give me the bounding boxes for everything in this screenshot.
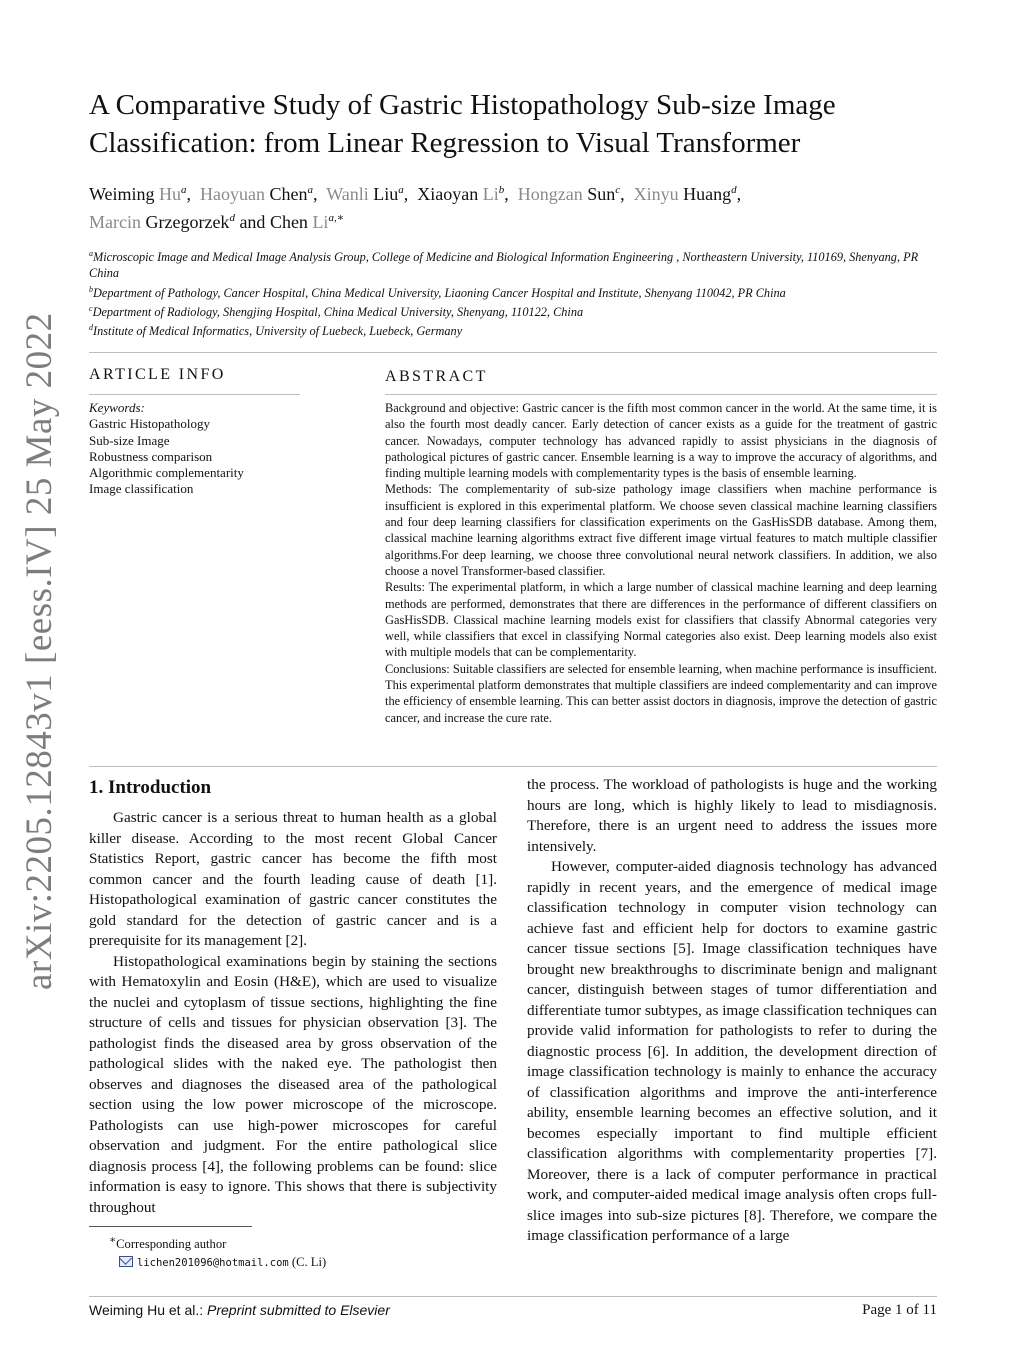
author-connector: and bbox=[239, 212, 266, 232]
body-paragraph: the process. The workload of pathologists is huge and the working hours are long, which is highly likely to lead to misdiagnosis. Therefore, there is an urgent need to address the issues more intensively. bbox=[527, 776, 937, 855]
footer-venue: Preprint submitted to Elsevier bbox=[207, 1302, 390, 1318]
author[interactable]: Hongzan Sun$^c$ bbox=[517, 184, 621, 204]
arxiv-watermark: arXiv:2205.12843v1 [eess.IV] 25 May 2022 bbox=[19, 312, 60, 990]
author[interactable]: Wanli Liu$^a$ bbox=[326, 184, 404, 204]
author[interactable]: Xinyu Huang$^d$ bbox=[633, 184, 737, 204]
footer-authors: Weiming Hu et al.: bbox=[89, 1302, 204, 1318]
affiliation: $^c$Department of Radiology, Shengjing Hospital, China Medical University, Shenyang, 110122, China bbox=[89, 304, 584, 320]
affiliation: $^b$Department of Pathology, Cancer Hospital, China Medical University, Liaoning Cancer Hospital and Institute, Shenyang 110042, PR China bbox=[89, 285, 786, 301]
body-paragraph: Histopathological examinations begin by staining the sections with Hematoxylin and Eosin (H&E), which are used to visualize the nuclei and cytoplasm of tissue sections, highlighting the fine structure of cells and tissues for physician observation [3]. The pathologist finds the diseased area by gross observation of the pathological slides with the naked eye. The pathologist then observes and diagnoses the diseased area of the pathological section using the low power microscope of the microscope. Pathologists can use high-power microscopes for careful observation and judgment. For the entire pathological slice diagnosis process [4], the following problems can be found: slice information is easy to ignore. This shows that there is subjectivity throughout bbox=[89, 952, 497, 1216]
footnote-text: Corresponding author bbox=[116, 1237, 227, 1252]
body-paragraph: However, computer-aided diagnosis technology has advanced rapidly in recent years, and the emergence of medical image classification technology in computer vision technology can achieve fast and efficient help for doctors to examine gastric cancer tissue sections [5]. Image classification techniques have brought new breakthroughs to discriminate benign and malignant cancer, distinguish between stages of tumor differentiation and differentiate tumor subtypes, as image classification techniques can provide valid information for pathologists to refer to during the diagnostic process [6]. In addition, the development direction of image classification technology is mainly to enhance the accuracy of classification algorithms and improve the anti-interference ability, ensemble learning becomes an effective solution, and it becomes especially important to find multiple efficient classification algorithms with complementarity properties [7]. Moreover, there is a lack of computer performance in practical work, and computer-aided medical image analysis often crops full-slice images into sub-size pictures [8]. Therefore, we compare the image classification performance of a large bbox=[527, 858, 937, 1244]
footnote-mark: ∗ bbox=[109, 1235, 117, 1246]
right-column bbox=[527, 775, 937, 1247]
author[interactable]: Weiming Hu$^a$ bbox=[89, 184, 187, 204]
body-paragraph: Gastric cancer is a serious threat to human health as a global killer disease. According to the most recent Global Cancer Statistics Report, gastric cancer has become the fifth most common cancer and the fourth leading cause of death [1]. Histopathological examination of gastric cancer constitutes the gold standard for the detection of gastric cancer and is a prerequisite for its management [2]. bbox=[89, 809, 497, 949]
author-list: Weiming Hu$^a$, Haoyuan Chen$^a$, Wanli Liu$^a$, Xiaoyan Li$^b$, Hongzan Sun$^c$, Xinyu Huang$^d$, Marcin Grzegorzek$^d$ and Chen $Li^{a,∗}$ bbox=[89, 184, 742, 232]
abstract-heading: ABSTRACT bbox=[385, 368, 488, 385]
paper-title: A Comparative Study of Gastric Histopathology Sub-size Image Classification: from Linear Regression to Visual Transformer bbox=[89, 89, 836, 159]
keyword: Sub-size Image bbox=[89, 432, 170, 448]
keywords-block bbox=[89, 400, 309, 498]
divider bbox=[89, 766, 937, 767]
divider bbox=[385, 394, 937, 395]
abstract-body bbox=[385, 400, 937, 726]
abstract-paragraph: Conclusions: Suitable classifiers are selected for ensemble learning, when machine performance is insufficient. This experimental platform demonstrates that multiple classifiers are indeed complementarity and can improve the efficiency of ensemble learning. This can better assist doctors in diagnosis, improve the detection of gastric cancer, and increase the cure rate. bbox=[385, 661, 937, 725]
keyword: Gastric Histopathology bbox=[89, 416, 210, 432]
envelope-icon bbox=[119, 1256, 133, 1267]
page-footer bbox=[89, 1302, 937, 1318]
divider bbox=[89, 352, 937, 353]
keywords-label: Keywords: bbox=[89, 400, 145, 415]
author[interactable]: Xiaoyan Li$^b$ bbox=[417, 184, 505, 204]
abstract-paragraph: Methods: The complementarity of sub-size pathology image classifiers when machine performance is insufficient is explored in this experimental platform. We choose seven classical machine learning classifiers and four deep learning classifiers for classification experiments on the GasHisSDB database. Among them, classical machine learning algorithms extract five different image virtual features to match multiple classifier algorithms.For deep learning, we choose three convolutional neural network classifiers. In addition, we also choose a novel Transformer-based classifier. bbox=[385, 482, 937, 578]
keyword: Algorithmic complementarity bbox=[89, 465, 244, 481]
affiliation: $^a$Microscopic Image and Medical Image Analysis Group, College of Medicine and Biological Information Engineering , Northeastern University, 110169, Shenyang, PR China bbox=[89, 249, 919, 281]
abstract-paragraph: Results: The experimental platform, in which a large number of classical machine learning and deep learning methods are performed, demonstrates that there are differences in the performance of different classifiers on GasHisSDB. Classical machine learning models exist for classifiers that classify Abnormal categories very well, while classifiers that excel in classifying Normal categories also exist. Deep learning models also exist with multiple models that can be complementarity. bbox=[385, 580, 937, 660]
author[interactable]: Chen $Li^{a,∗}$ bbox=[269, 212, 345, 232]
section-heading: 1. Introduction bbox=[89, 777, 212, 798]
abstract-paragraph: Background and objective: Gastric cancer is the fifth most common cancer in the world. At the same time, it is also the fourth most deadly cancer. Early detection of cancer exists as a guide for the treatment of gastric cancer. Nowadays, computer technology has advanced rapidly to assist physicians in the diagnosis of pathological pictures of gastric cancer. Ensemble learning is a way to improve the accuracy of algorithms, and finding multiple learning models with complementarity types is the basis of ensemble learning. bbox=[385, 401, 937, 481]
keyword: Image classification bbox=[89, 481, 194, 497]
affiliation: $^d$Institute of Medical Informatics, University of Luebeck, Luebeck, Germany bbox=[89, 323, 463, 339]
left-column bbox=[89, 808, 497, 1218]
keyword: Robustness comparison bbox=[89, 448, 213, 464]
email-link[interactable]: lichen201096@hotmail.com bbox=[137, 1257, 289, 1270]
article-info-heading: ARTICLE INFO bbox=[89, 366, 226, 383]
footer-rule bbox=[89, 1296, 937, 1297]
email-owner: (C. Li) bbox=[291, 1255, 327, 1270]
author[interactable]: Haoyuan Chen$^a$ bbox=[200, 184, 314, 204]
footnote-rule bbox=[89, 1226, 252, 1227]
footnote bbox=[109, 1232, 326, 1272]
page-number: Page 1 of 11 bbox=[862, 1302, 937, 1318]
divider bbox=[89, 394, 300, 395]
author[interactable]: Marcin Grzegorzek$^d$ bbox=[89, 212, 235, 232]
